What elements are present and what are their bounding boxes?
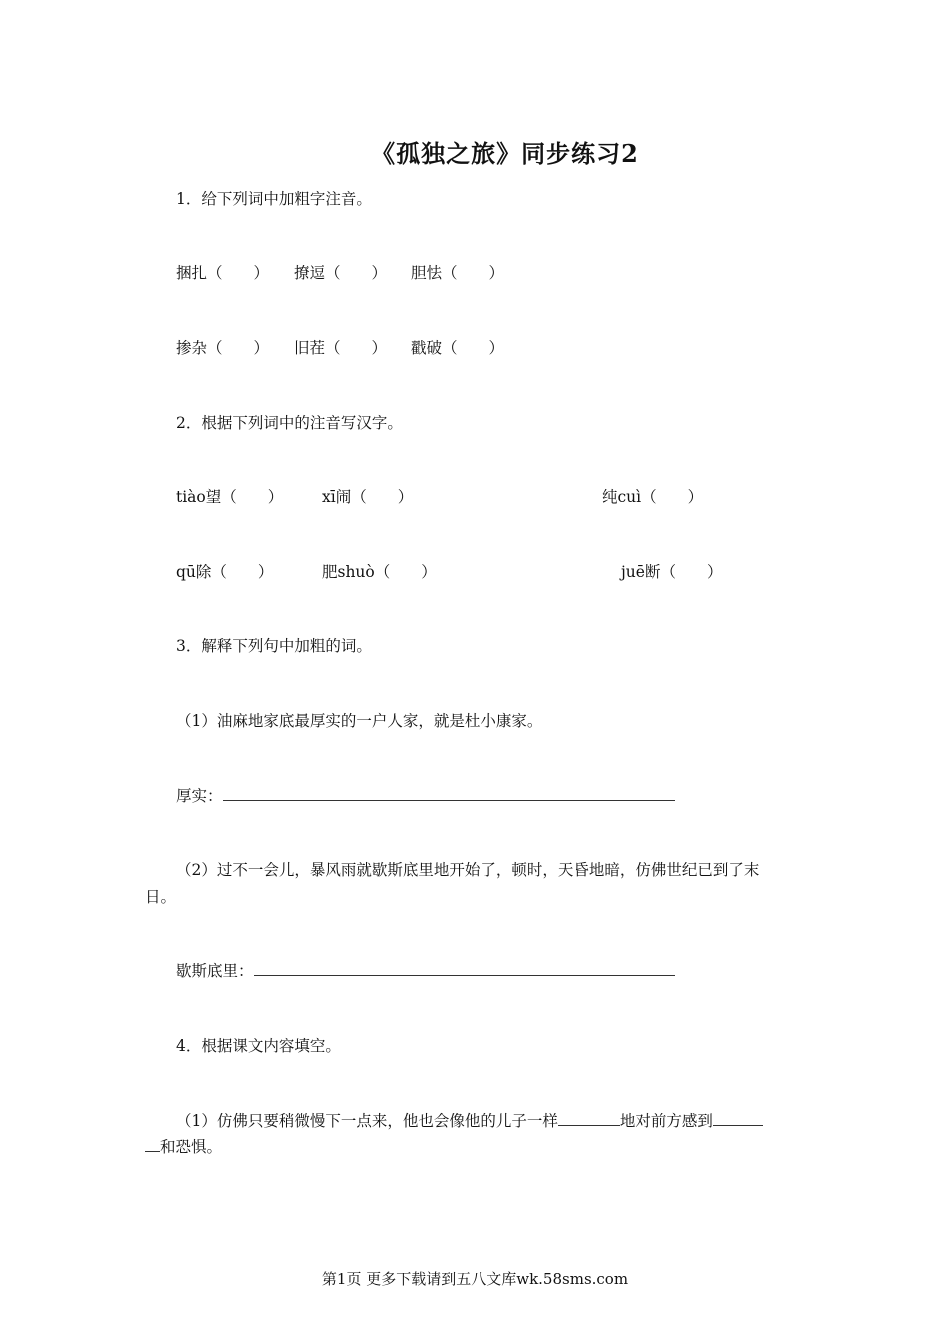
q3-answer-2 bbox=[176, 961, 675, 981]
q3-sentence-2-line-2: 日。 bbox=[145, 888, 177, 906]
answer-blank[interactable] bbox=[254, 963, 675, 976]
q4-text: （1）仿佛只要稍微慢下一点来，他也会像他的儿子一样 bbox=[176, 1112, 558, 1130]
page-footer: 第1页 更多下载请到五八文库wk.58sms.com bbox=[321, 1270, 629, 1288]
answer-label: 厚实： bbox=[176, 787, 223, 805]
q3-sentence-1: （1）油麻地家底最厚实的一户人家，就是杜小康家。 bbox=[176, 712, 543, 730]
q1-item: 撩逗（ ） bbox=[294, 264, 388, 282]
q2-item: qū除（ ） bbox=[176, 563, 274, 581]
page-title: 《孤独之旅》同步练习2 bbox=[371, 139, 639, 168]
fill-blank[interactable] bbox=[558, 1113, 620, 1126]
q1-item: 掺杂（ ） bbox=[176, 339, 270, 357]
question-4-prompt: 4．根据课文内容填空。 bbox=[176, 1037, 341, 1055]
question-3-prompt: 3．解释下列句中加粗的词。 bbox=[176, 637, 372, 655]
question-1-prompt: 1．给下列词中加粗字注音。 bbox=[176, 190, 372, 208]
q2-item: tiào望（ ） bbox=[176, 488, 284, 506]
q1-item: 捆扎（ ） bbox=[176, 264, 270, 282]
q2-item: 肥shuò（ ） bbox=[322, 563, 437, 581]
q2-item: juē断（ ） bbox=[621, 563, 723, 581]
q2-item: xī闹（ ） bbox=[322, 488, 414, 506]
q1-item: 戳破（ ） bbox=[411, 339, 505, 357]
q1-item: 胆怯（ ） bbox=[411, 264, 505, 282]
q2-item: 纯cuì（ ） bbox=[602, 488, 704, 506]
fill-blank[interactable] bbox=[145, 1139, 160, 1152]
answer-blank[interactable] bbox=[223, 788, 675, 801]
q4-text: 地对前方感到 bbox=[619, 1112, 713, 1130]
q4-text: 和恐惧。 bbox=[160, 1138, 223, 1156]
fill-blank[interactable] bbox=[713, 1113, 763, 1126]
q3-answer-1 bbox=[176, 786, 675, 806]
q1-item: 旧茬（ ） bbox=[294, 339, 388, 357]
q3-sentence-2-line-1: （2）过不一会儿，暴风雨就歇斯底里地开始了，顿时，天昏地暗，仿佛世纪已到了末 bbox=[176, 861, 760, 879]
question-2-prompt: 2．根据下列词中的注音写汉字。 bbox=[176, 414, 403, 432]
q4-sentence-1-line-2 bbox=[145, 1137, 222, 1157]
q4-sentence-1-line-1 bbox=[176, 1111, 763, 1131]
answer-label: 歇斯底里： bbox=[176, 962, 254, 980]
